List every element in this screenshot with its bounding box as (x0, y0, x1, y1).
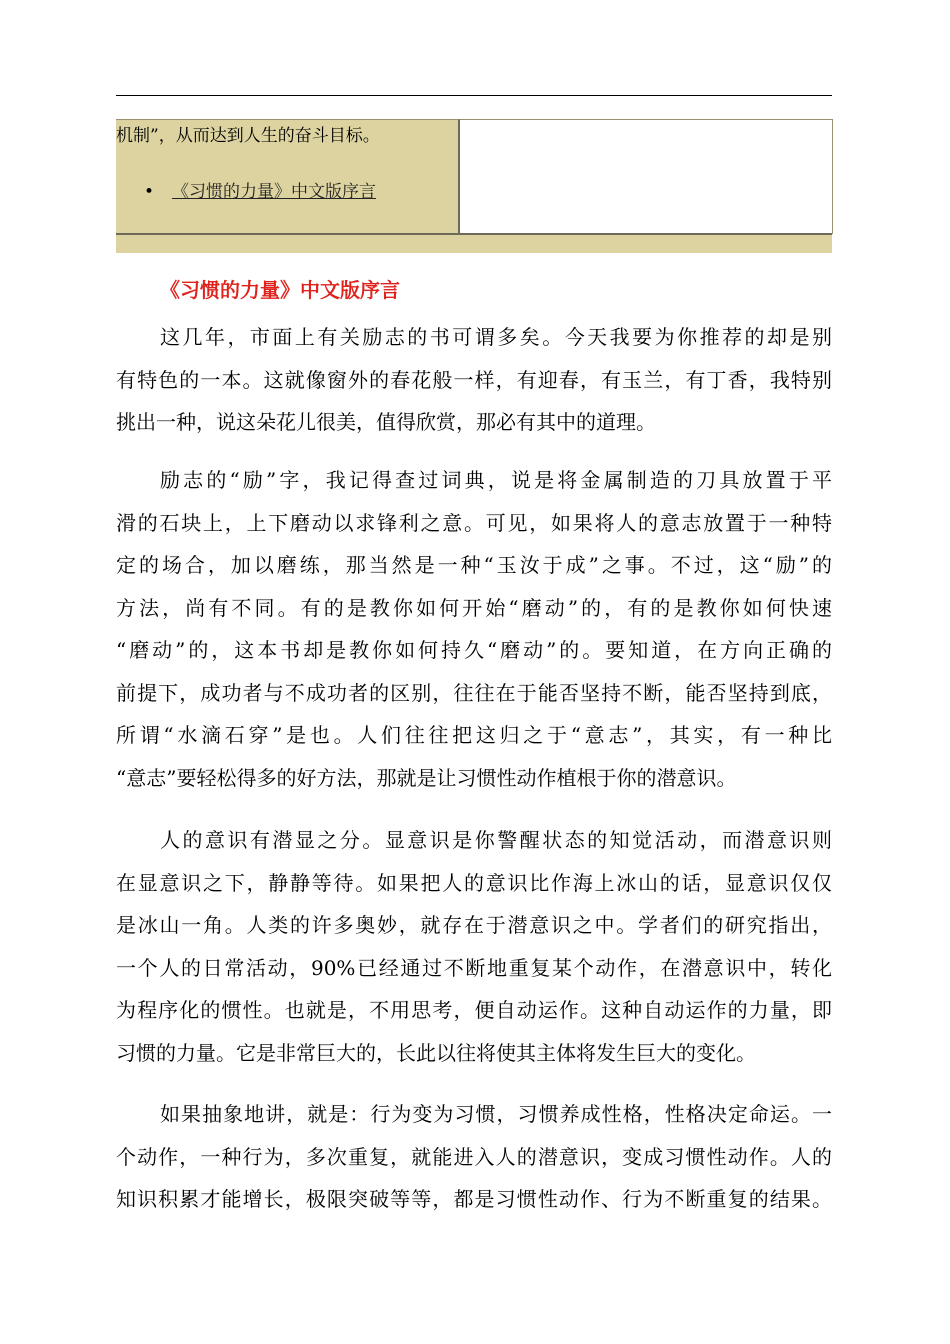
toc-left-cell (116, 119, 460, 234)
paragraph-line: 所谓“水滴石穿”是也。人们往往把这归之于“意志”，其实，有一种比 (116, 723, 832, 747)
paragraph-line: 一个人的日常活动，90%已经通过不断地重复某个动作，在潜意识中，转化 (116, 955, 832, 980)
paragraph-line: 前提下，成功者与不成功者的区别，往往在于能否坚持不断，能否坚持到底， (116, 680, 832, 705)
paragraph-line: 为程序化的惯性。也就是，不用思考，便自动运作。这种自动运作的力量，即 (116, 998, 832, 1022)
paragraph-line: 挑出一种，说这朵花儿很美，值得欣赏，那必有其中的道理。 (116, 410, 656, 434)
paragraph-line: 知识积累才能增长，极限突破等等，都是习惯性动作、行为不断重复的结果。 (116, 1187, 832, 1211)
paragraph-line: 有特色的一本。这就像窗外的春花般一样，有迎春，有玉兰，有丁香，我特别 (116, 367, 832, 392)
paragraph-line: 滑的石块上，上下磨动以求锋利之意。可见，如果将人的意志放置于一种特 (116, 510, 832, 535)
paragraph-line: “意志”要轻松得多的好方法，那就是让习惯性动作植根于你的潜意识。 (116, 765, 737, 790)
toc-table (116, 119, 832, 251)
paragraph-3 (116, 819, 832, 1074)
toc-bottom-strip (116, 233, 832, 253)
toc-text-fragment: 机制”，从而达到人生的奋斗目标。 (116, 126, 380, 146)
list-bullet: • (144, 182, 155, 202)
paragraph-line: 习惯的力量。它是非常巨大的，长此以往将使其主体将发生巨大的变化。 (116, 1040, 756, 1065)
paragraph-line: 如果抽象地讲，就是：行为变为习惯，习惯养成性格，性格决定命运。一 (160, 1102, 832, 1126)
paragraph-4 (116, 1093, 832, 1221)
paragraph-line: 人的意识有潜显之分。显意识是你警醒状态的知觉活动，而潜意识则 (160, 828, 832, 852)
paragraph-1 (116, 316, 832, 444)
paragraph-line: 方法，尚有不同。有的是教你如何开始“磨动”的，有的是教你如何快速 (116, 595, 832, 620)
paragraph-line: 在显意识之下，静静等待。如果把人的意识比作海上冰山的话，显意识仅仅 (116, 870, 832, 895)
article-title: 《习惯的力量》中文版序言 (160, 278, 400, 302)
toc-link-preface[interactable]: 《习惯的力量》中文版序言 (172, 182, 376, 202)
paragraph-2 (116, 459, 832, 799)
toc-right-cell (460, 119, 833, 234)
paragraph-line: “磨动”的，这本书却是教你如何持久“磨动”的。要知道，在方向正确的 (116, 638, 832, 662)
paragraph-line: 定的场合，加以磨练，那当然是一种“玉汝于成”之事。不过，这“励”的 (116, 553, 832, 577)
paragraph-line: 励志的“励”字，我记得查过词典，说是将金属制造的刀具放置于平 (160, 468, 832, 492)
paragraph-line: 这几年，市面上有关励志的书可谓多矣。今天我要为你推荐的却是别 (160, 325, 832, 349)
header-rule (116, 95, 832, 96)
paragraph-line: 个动作，一种行为，多次重复，就能进入人的潜意识，变成习惯性动作。人的 (116, 1144, 832, 1169)
paragraph-line: 是冰山一角。人类的许多奥妙，就存在于潜意识之中。学者们的研究指出， (116, 913, 832, 937)
